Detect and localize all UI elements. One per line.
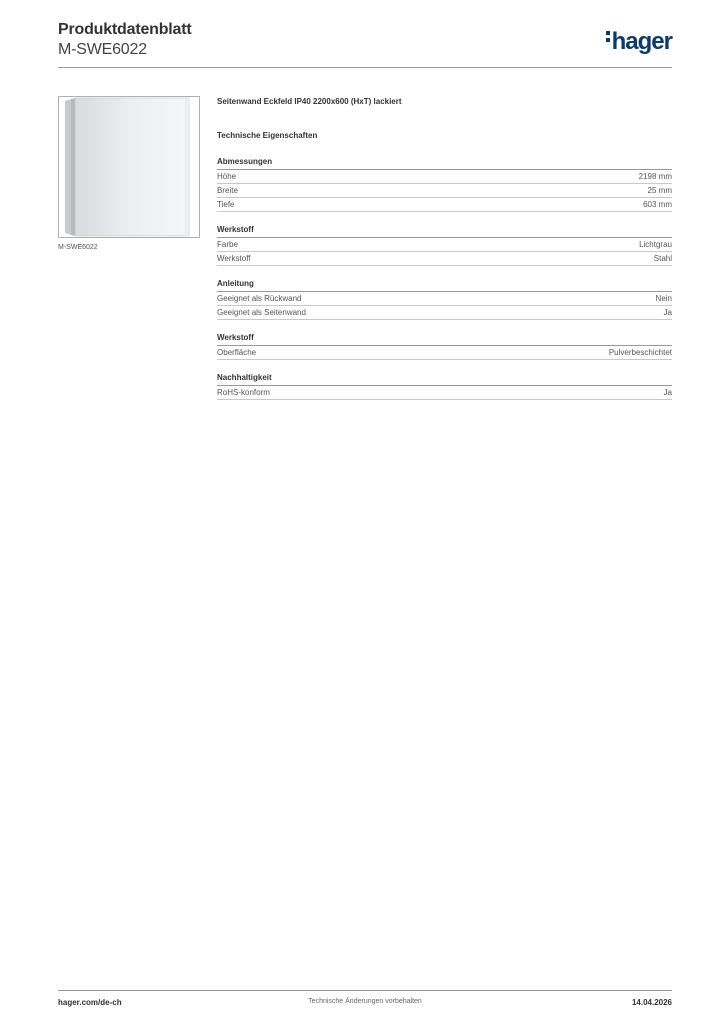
section-title: Anleitung — [217, 278, 672, 292]
section-title: Abmessungen — [217, 156, 672, 170]
hager-logo — [606, 28, 672, 56]
footer-divider — [58, 990, 672, 991]
section-material-surface — [217, 332, 672, 360]
page-header — [58, 20, 672, 60]
property-row — [217, 346, 672, 360]
property-value: Pulverbeschichtet — [608, 348, 672, 357]
document-title: Produktdatenblatt — [58, 21, 192, 38]
footer-notice: Technische Änderungen vorbehalten — [308, 998, 422, 1005]
section-title: Nachhaltigkeit — [217, 372, 672, 386]
property-label: Geeignet als Seitenwand — [217, 308, 306, 317]
property-row — [217, 198, 672, 212]
property-label: Tiefe — [217, 200, 235, 209]
property-value: Ja — [663, 308, 672, 317]
side-panel-image-icon — [59, 97, 199, 237]
property-row — [217, 184, 672, 198]
property-value: Lichtgrau — [639, 240, 672, 249]
section-dimensions — [217, 156, 672, 212]
product-image-frame — [58, 96, 200, 238]
property-label: Farbe — [217, 240, 238, 249]
section-instructions — [217, 278, 672, 320]
property-label: Geeignet als Rückwand — [217, 294, 302, 303]
property-value: 25 mm — [647, 186, 672, 195]
document-subtitle: M-SWE6022 — [58, 41, 147, 58]
property-label: Breite — [217, 186, 238, 195]
property-row — [217, 292, 672, 306]
property-label: Oberfläche — [217, 348, 257, 357]
property-row — [217, 306, 672, 320]
property-value: Ja — [663, 388, 672, 397]
header-divider — [58, 67, 672, 68]
property-value: Nein — [655, 294, 672, 303]
property-label: Werkstoff — [217, 254, 251, 263]
property-row — [217, 386, 672, 400]
page-footer — [58, 998, 672, 1010]
product-image-caption: M-SWE6022 — [58, 244, 98, 251]
property-row — [217, 252, 672, 266]
section-title: Werkstoff — [217, 332, 672, 346]
footer-date: 14.04.2026 — [631, 998, 672, 1007]
logo-dots-icon — [606, 31, 610, 45]
footer-url-link[interactable]: hager.com/de-ch — [58, 998, 122, 1007]
property-label: RoHS-konform — [217, 388, 270, 397]
property-row — [217, 170, 672, 184]
product-description: Seitenwand Eckfeld IP40 2200x600 (HxT) lackiert — [217, 97, 402, 106]
logo-text: hager — [611, 28, 672, 55]
product-details — [217, 96, 672, 400]
property-value: 603 mm — [643, 200, 672, 209]
property-row — [217, 238, 672, 252]
technical-properties-heading: Technische Eigenschaften — [217, 131, 318, 140]
section-sustainability — [217, 372, 672, 400]
section-title: Werkstoff — [217, 224, 672, 238]
property-label: Höhe — [217, 172, 237, 181]
property-value: Stahl — [653, 254, 672, 263]
section-material — [217, 224, 672, 266]
property-value: 2198 mm — [638, 172, 672, 181]
